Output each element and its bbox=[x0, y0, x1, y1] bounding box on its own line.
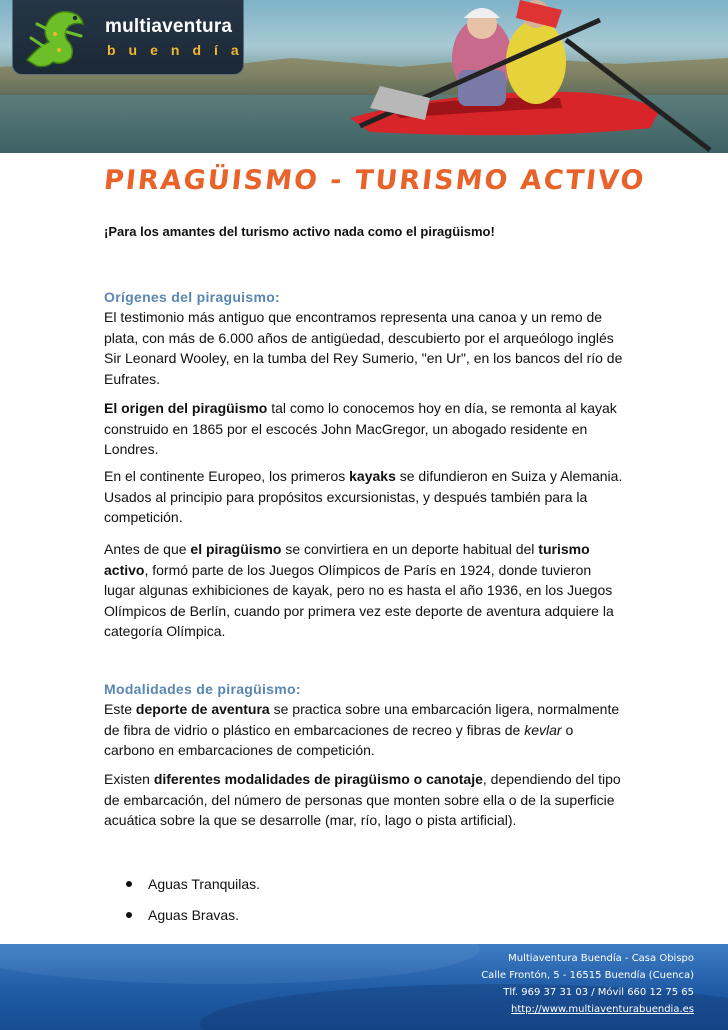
kayak-photo-image bbox=[330, 0, 728, 153]
paragraph-text: , dependiendo del tipo de embarcación, del número de personas que monten sobre ella o de la superficie acuática sobre la que se desarrolle (mar, río, lago o pista artificial). bbox=[104, 771, 621, 829]
bullet-icon bbox=[126, 881, 132, 887]
paragraph-text: Este bbox=[104, 701, 136, 717]
paragraph bbox=[104, 539, 624, 642]
footer-contact bbox=[481, 950, 694, 1018]
footer bbox=[0, 944, 728, 1030]
header-banner bbox=[0, 0, 728, 153]
footer-address: Calle Frontón, 5 - 16515 Buendía (Cuenca) bbox=[481, 970, 694, 981]
section-heading-modalities: Modalidades de piragüismo: bbox=[104, 681, 301, 697]
italic-text: kevlar bbox=[524, 721, 562, 738]
bold-text: El origen del piragüismo bbox=[104, 400, 268, 416]
paragraph-text: Existen bbox=[104, 771, 154, 787]
lizard-logo-icon bbox=[19, 2, 99, 70]
paragraph-text: o carbono en embarcaciones de competición. bbox=[104, 721, 574, 759]
paragraph-text: , formó parte de los Juegos Olímpicos de París en 1924, donde tuvieron lugar algunas exhibiciones de kayak, pero no es hasta el año 1936, en los Juegos Olímpicos de Berlín, cuando por primera vez este deporte de aventura adquiere la categoría Olímpica. bbox=[104, 561, 614, 640]
paragraph-text: En el continente Europeo, los primeros bbox=[104, 468, 350, 484]
bullet-icon bbox=[126, 912, 132, 918]
logo-name: multiaventura bbox=[105, 16, 233, 37]
paragraph-text: se practica sobre una embarcación ligera, normalmente de fibra de vidrio o plástico en embarcaciones de recreo y fibras de bbox=[104, 701, 620, 738]
paragraph-text: Antes de que bbox=[104, 541, 191, 557]
page-title: PIRAGÜISMO - TURISMO ACTIVO bbox=[102, 165, 647, 196]
footer-company: Multiaventura Buendía - Casa Obispo bbox=[508, 953, 694, 964]
bold-text: turismo activo bbox=[104, 541, 590, 578]
footer-phone: Tlf. 969 37 31 03 / Móvil 660 12 75 65 bbox=[503, 987, 694, 998]
list-item-label: Aguas Tranquilas. bbox=[148, 876, 261, 892]
paragraph-text: se difundieron en Suiza y Alemania. Usados al principio para propósitos excursionistas, y después también para la competición. bbox=[104, 468, 623, 526]
paragraph-text: El testimonio más antiguo que encontramos representa una canoa y un remo de plata, con más de 6.000 años de antigüedad, descubierto por el arqueólogo inglés Sir Leonard Wooley, en la tumba del Rey Sumerio, "en Ur", en los bancos del río de Eufrates. bbox=[104, 309, 623, 387]
paragraph-text: tal como lo conocemos hoy en día, se remonta al kayak construido en 1865 por el escocés John MacGregor, un abogado residente en Londres. bbox=[104, 400, 617, 458]
paragraph bbox=[104, 398, 624, 460]
list-item-label: Aguas Bravas. bbox=[148, 907, 240, 923]
bold-text: el piragüismo bbox=[190, 541, 282, 557]
intro-text: ¡Para los amantes del turismo activo nada como el piragüismo! bbox=[104, 224, 495, 239]
paragraph bbox=[104, 769, 624, 831]
bold-text: deporte de aventura bbox=[135, 701, 270, 717]
section-heading-origins: Orígenes del piraguismo: bbox=[104, 289, 281, 305]
paragraph bbox=[104, 307, 624, 389]
bold-text: kayaks bbox=[349, 468, 396, 484]
paragraph bbox=[104, 466, 624, 528]
footer-wave bbox=[0, 944, 480, 984]
paragraph bbox=[104, 699, 624, 761]
footer-website-link[interactable]: http://www.multiaventurabuendia.es bbox=[511, 1004, 694, 1015]
paragraph-text: se convirtiera en un deporte habitual del bbox=[281, 541, 539, 557]
bold-text: diferentes modalidades de piragüismo o canotaje bbox=[153, 771, 483, 787]
logo-subtitle: buendía bbox=[107, 42, 252, 58]
brand-logo[interactable] bbox=[12, 0, 252, 75]
